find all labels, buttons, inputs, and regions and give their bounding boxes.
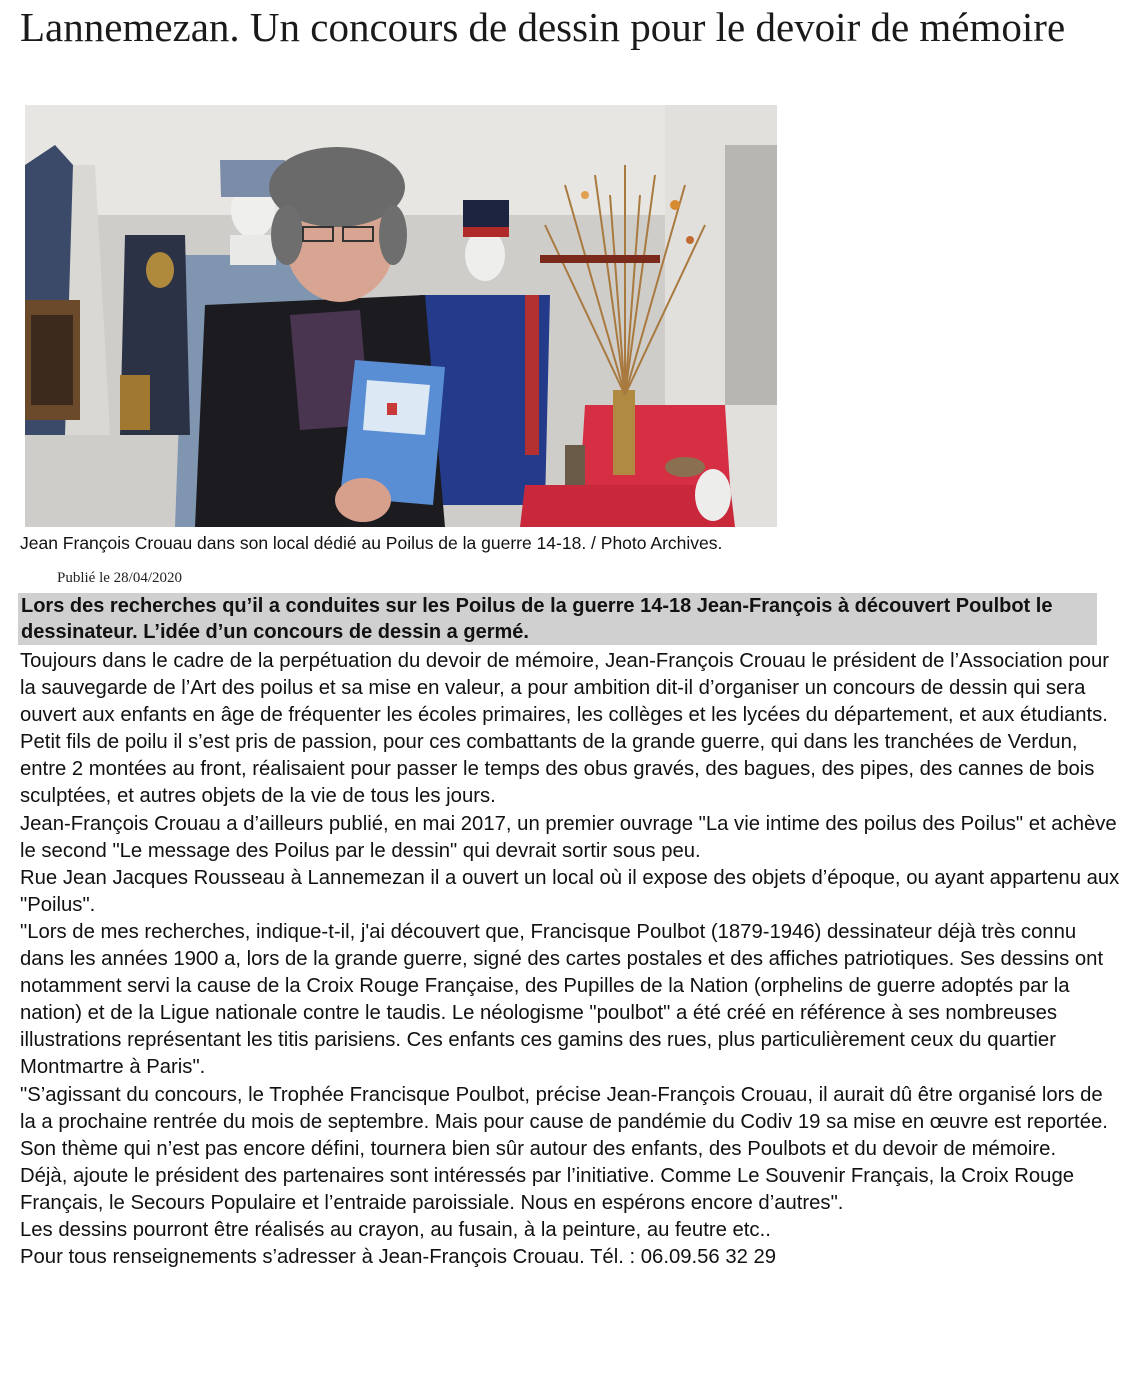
article-photo — [25, 105, 777, 527]
paragraph: Petit fils de poilu il s’est pris de passion, pour ces combattants de la grande guerre, qui dans les tranchées de Verdun, entre 2 montées au front, réalisaient pour passer le temps des obus gravés, des bagues, des pipes, des cannes de bois sculptées, et autres objets de la vie de tous les jours. — [20, 731, 1095, 808]
article-lead: Lors des recherches qu’il a conduites sur les Poilus de la guerre 14-18 Jean-François à découvert Poulbot le dessinateur. L’idée d’un concours de dessin a germé. — [18, 593, 1097, 645]
paragraph: Déjà, ajoute le président des partenaires sont intéressés par l’initiative. Comme Le Souvenir Français, la Croix Rouge Français, le Secours Populaire et l’entraide paroissiale. Nous en espérons encore d’autres". — [20, 1164, 1075, 1214]
paragraph: Toujours dans le cadre de la perpétuation du devoir de mémoire, Jean-François Crouau le président de l’Association pour la sauvegarde de l’Art des poilus et sa mise en valeur, a pour ambition dit-il d’organiser un concours de dessin qui sera ouvert aux enfants en âge de fréquenter les écoles primaires, les collèges et les lycées du département, et aux étudiants. — [20, 650, 1110, 727]
article-body — [20, 648, 1120, 1271]
paragraph: "S’agissant du concours, le Trophée Francisque Poulbot, précise Jean-François Crouau, il aurait dû être organisé lors de la a prochaine rentrée du mois de septembre. Mais pour cause de pandémie du Codiv 19 sa mise en œuvre est reportée. Son thème qui n’est pas encore défini, tournera bien sûr autour des enfants, des Poulbots et du devoir de mémoire. — [20, 1083, 1108, 1160]
contact-line: Pour tous renseignements s’adresser à Jean-François Crouau. Tél. : 06.09.56 32 29 — [20, 1246, 777, 1269]
article-title: Lannemezan. Un concours de dessin pour le devoir de mémoire — [20, 4, 1066, 50]
photo-caption: Jean François Crouau dans son local dédié au Poilus de la guerre 14-18. / Photo Archives. — [20, 533, 723, 553]
paragraph: Jean-François Crouau a d’ailleurs publié, en mai 2017, un premier ouvrage "La vie intime des poilus des Poilus" et achève le second "Le message des Poilus par le dessin" qui devrait sortir sous peu. — [20, 812, 1117, 862]
paragraph: Les dessins pourront être réalisés au crayon, au fusain, à la peinture, au feutre etc.. — [20, 1218, 771, 1241]
paragraph: "Lors de mes recherches, indique-t-il, j'ai découvert que, Francisque Poulbot (1879-1946) dessinateur déjà très connu dans les années 1900 a, lors de la grande guerre, signé des cartes postales et des affiches patriotiques. Ses dessins ont notamment servi la cause de la Croix Rouge Française, des Pupilles de la Nation (orphelins de guerre adoptés par la nation) et de la Ligue nationale contre le taudis. Le néologisme "poulbot" a été créé en référence à ses nombreuses illustrations représentant les titis parisiens. Ces enfants ces gamins des rues, plus particulièrement ceux du quartier Montmartre à Paris". — [20, 920, 1104, 1079]
publication-date: Publié le 28/04/2020 — [57, 570, 182, 586]
paragraph: Rue Jean Jacques Rousseau à Lannemezan il a ouvert un local où il expose des objets d’époque, ou ayant appartenu aux "Poilus". — [20, 866, 1120, 916]
